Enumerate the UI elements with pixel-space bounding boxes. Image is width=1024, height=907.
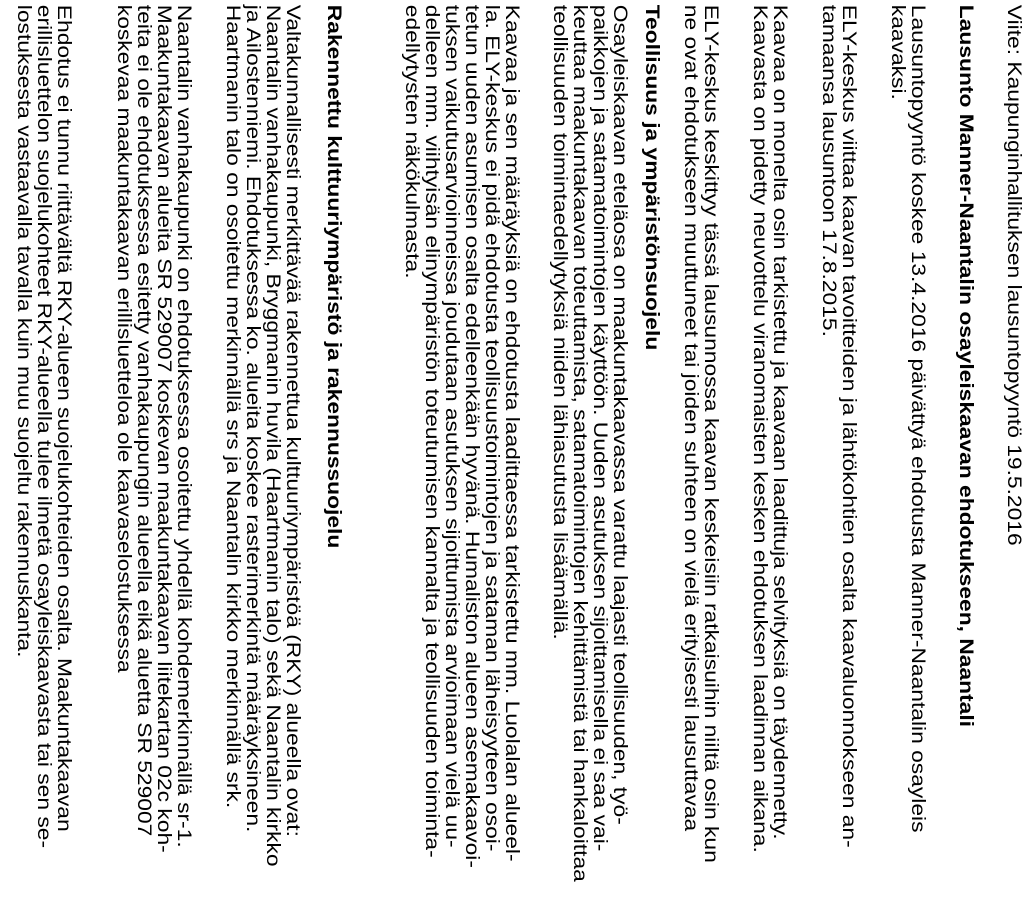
paragraph-line: tuksen vaikutusarvioinneissa joudutaan asutuksen sijoittumista arvioimaan vielä uu- xyxy=(441,4,462,848)
paragraph-line: ne ovat ehdotukseen muuttuneet tai joiden suhteen on vielä erityisesti lausuttavaa xyxy=(680,4,701,832)
reference-line: Viite: Kaupunginhallituksen lausuntopyyntö 19.5.2016 xyxy=(1003,4,1024,546)
paragraph-line: ELY-keskus viittaa kaavan tavoitteiden ja lähtökohtien osalta kaavaluonnokseen an- xyxy=(838,4,859,848)
paragraph-line: Kaavasta on pidetty neuvottelu viranomaisten kesken ehdotuksen laadinnan aikana. xyxy=(749,4,770,853)
paragraph-line: Haartmanin talo on osoitettu merkinnällä srs ja Naantalin kirkko merkinnällä srk. xyxy=(222,4,243,809)
document-title: Lausunto Manner-Naantalin osayleiskaavan ehdotukseen, Naantali xyxy=(955,4,976,728)
paragraph-line: ELY-keskus keskittyy tässä lausunnossa kaavan keskeisiin ratkaisuihin niiltä osin kun xyxy=(700,4,721,863)
paragraph-line: edellytysten näkökulmasta. xyxy=(401,4,422,279)
paragraph-line: Naantalin vanhakaupunki on ehdotuksessa osoitettu yhdellä kohdemerkinnällä sr-1. xyxy=(173,4,194,848)
paragraph-line: tetun uuden asumisen osalta edelleenkään hyvänä. Humaliston alueen asemakaavoi- xyxy=(461,4,482,868)
paragraph-line: teollisuuden toimintaedellytyksiä niiden lähiasutusta lisäämällä. xyxy=(549,4,570,640)
paragraph-line: lostuksesta vastaavalla tavalla kuin muu suojeltu rakennuskanta. xyxy=(13,4,34,658)
paragraph-line: kaavaksi. xyxy=(887,4,908,100)
paragraph-line: Kaavaa on monelta osin tarkistettu ja kaavaan laadittuja selvityksiä on täydennetty. xyxy=(769,4,790,840)
paragraph-line: Valtakunnallisesti merkittävää rakennettua kulttuuriympäristöä (RKY) alueella ovat: xyxy=(282,4,303,837)
paragraph-line: Kaavaa ja sen määräyksiä on ehdotusta laadittaessa tarkistettu mm. Luolalan alueel- xyxy=(501,4,522,862)
section-heading: Teollisuus ja ympäristönsuojelu xyxy=(641,4,662,351)
paragraph-line: paikkojen ja satamatoimintojen käyttöön. Uuden asutuksen sijoittamisella ei saa vai- xyxy=(589,4,610,852)
paragraph-line: Lausuntopyyntö koskee 13.4.2016 päivättyä ehdotusta Manner-Naantalin osayleis xyxy=(907,4,928,833)
paragraph-line: delleen mm. viihtyisän elinympäristön toteutumisen kannalta ja teollisuuden toiminta- xyxy=(421,4,442,858)
paragraph-line: teita ei ole ehdotuksessa esitetty vanhakaupungin alueella eikä aluetta SR 529007 xyxy=(133,4,154,837)
paragraph-line: ja Ailostenniemi. Ehdotuksessa ko. alueita koskee rasterimerkintä määräyksineen. xyxy=(242,4,263,833)
paragraph-line: tamaansa lausuntoon 17.8.2015. xyxy=(818,4,839,337)
paragraph-line: Naantalin vanhakaupunki, Bryggmanin huvila (Haartmanin talo) sekä Naantalin kirkko xyxy=(262,4,283,867)
paragraph-line: Osayleiskaavan eteläosa on maakuntakaavassa varattu laajasti teollisuuden, työ- xyxy=(609,4,630,825)
paragraph-line: erillisluettelon suojelukohteet RKY-alueella tulee ilmetä osayleiskaavasta tai sen se- xyxy=(33,4,54,849)
paragraph-line: koskevaa maakuntakaavan erillisluetteloa ole kaavaselostuksessa xyxy=(113,4,134,673)
paragraph-line: la. ELY-keskus ei pidä ehdotusta teollisuustoimintojen ja sataman läheisyyteen osoi- xyxy=(481,4,502,852)
paragraph-line: keuttaa maakuntakaavan toteuttamista, satamatoimintojen kehittämistä tai hankaloittaa xyxy=(569,4,590,882)
paragraph-line: Maakuntakaavan alueita SR 529007 koskevan maakuntakaavan liitekartan 02c koh- xyxy=(153,4,174,853)
section-heading: Rakennettu kulttuuriympäristö ja rakennussuojelu xyxy=(323,4,344,549)
paragraph-line: Ehdotus ei tunnu riittävältä RKY-alueen suojelukohteiden osalta. Maakuntakaavan xyxy=(53,4,74,832)
